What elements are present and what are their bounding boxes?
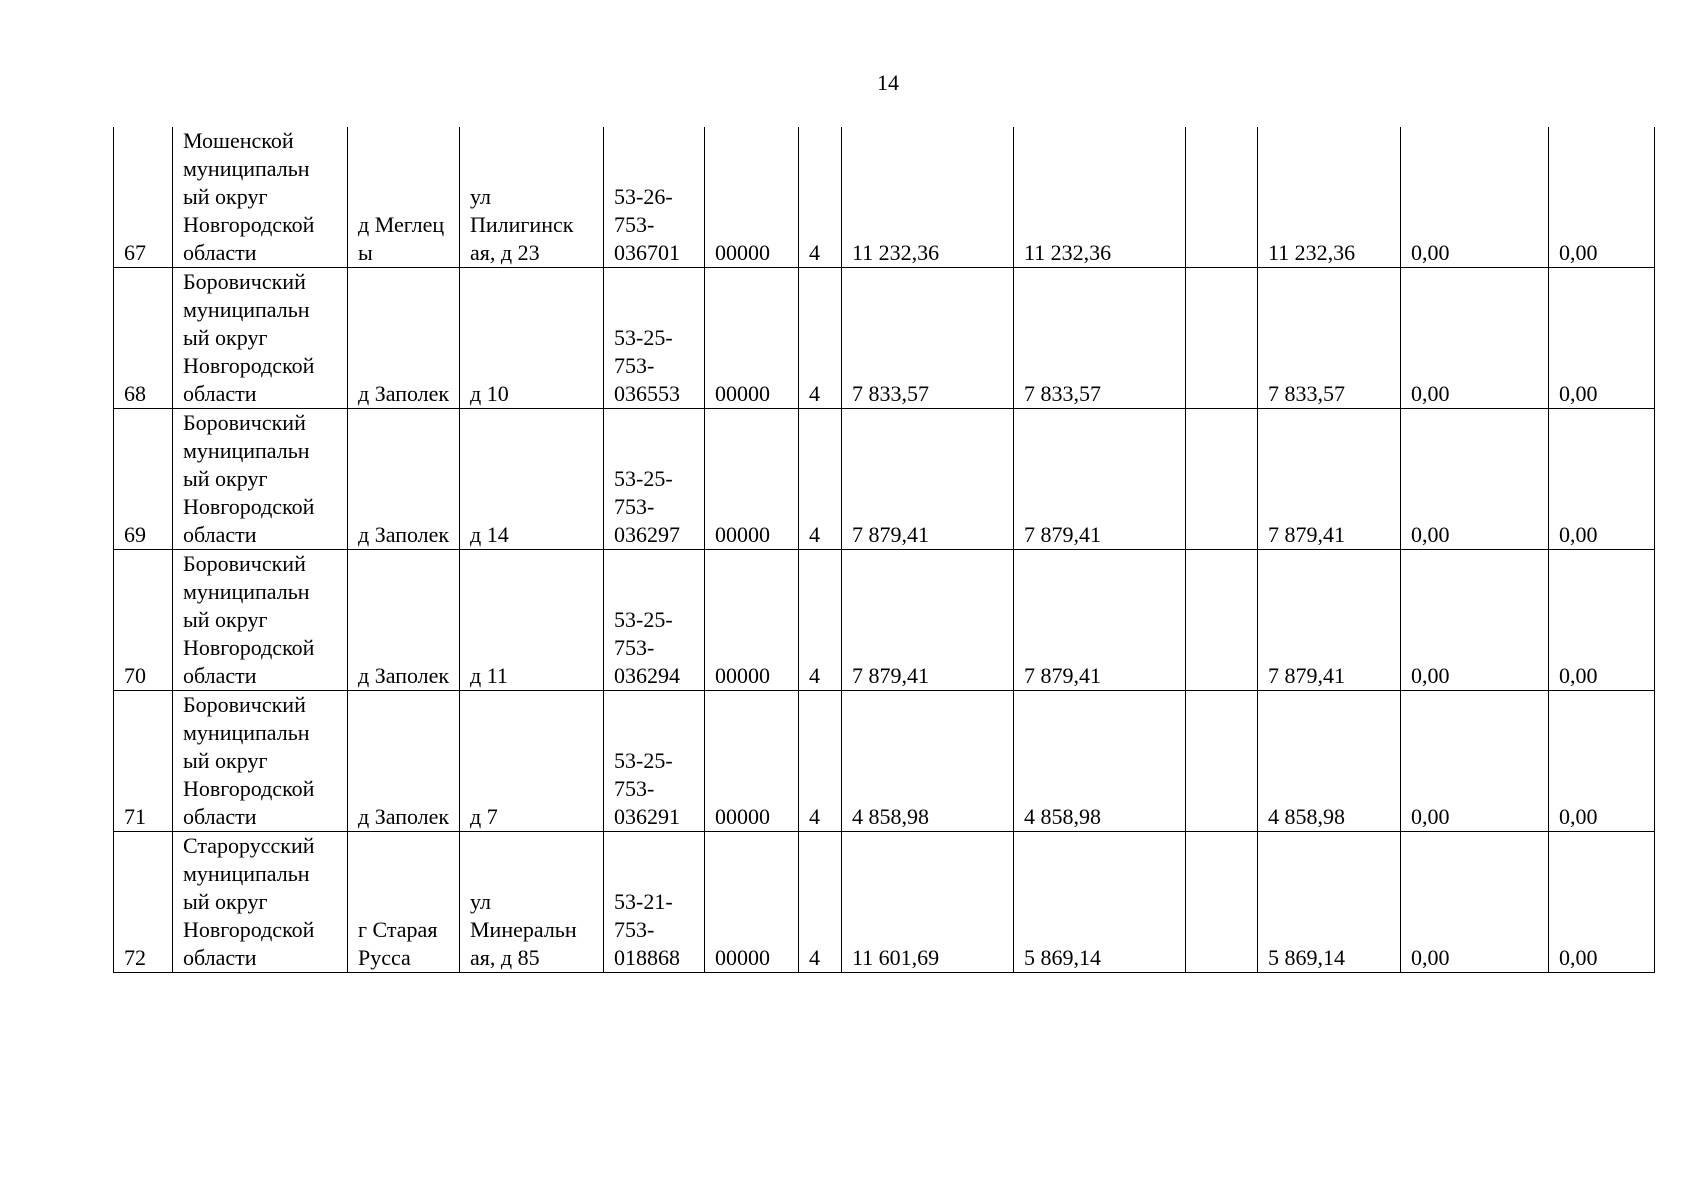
table-row [114, 409, 1655, 550]
value-3-cell [1186, 409, 1258, 550]
district-cell: Боровичский муниципальн ый округ Новгородской области [173, 691, 348, 832]
locality-cell: г Старая Русса [348, 832, 460, 973]
value-3-cell [1186, 832, 1258, 973]
value-4-cell: 7 879,41 [1258, 550, 1401, 691]
zero-code-cell: 00000 [705, 409, 799, 550]
address-cell: д 14 [460, 409, 604, 550]
data-table [113, 127, 1655, 973]
value-5-cell: 0,00 [1401, 832, 1549, 973]
value-5-cell: 0,00 [1401, 409, 1549, 550]
value-6-cell: 0,00 [1549, 127, 1655, 268]
zero-code-cell: 00000 [705, 127, 799, 268]
row-number-cell: 70 [114, 550, 173, 691]
value-6-cell: 0,00 [1549, 832, 1655, 973]
value-2-cell: 7 879,41 [1014, 409, 1186, 550]
district-cell: Мошенской муниципальн ый округ Новгородской области [173, 127, 348, 268]
value-3-cell [1186, 127, 1258, 268]
value-5-cell: 0,00 [1401, 691, 1549, 832]
table-body [114, 127, 1655, 973]
value-5-cell: 0,00 [1401, 127, 1549, 268]
value-1-cell: 4 858,98 [842, 691, 1014, 832]
table-row [114, 127, 1655, 268]
locality-cell: д Меглец ы [348, 127, 460, 268]
district-cell: Боровичский муниципальн ый округ Новгородской области [173, 268, 348, 409]
table-row [114, 550, 1655, 691]
value-4-cell: 5 869,14 [1258, 832, 1401, 973]
value-6-cell: 0,00 [1549, 691, 1655, 832]
zero-code-cell: 00000 [705, 832, 799, 973]
value-5-cell: 0,00 [1401, 550, 1549, 691]
value-2-cell: 4 858,98 [1014, 691, 1186, 832]
code-cell: 53-25- 753- 036291 [604, 691, 705, 832]
value-3-cell [1186, 691, 1258, 832]
district-cell: Боровичский муниципальн ый округ Новгородской области [173, 409, 348, 550]
address-cell: д 7 [460, 691, 604, 832]
type-cell: 4 [799, 268, 842, 409]
locality-cell: д Заполек [348, 409, 460, 550]
zero-code-cell: 00000 [705, 268, 799, 409]
value-6-cell: 0,00 [1549, 409, 1655, 550]
type-cell: 4 [799, 832, 842, 973]
row-number-cell: 71 [114, 691, 173, 832]
locality-cell: д Заполек [348, 550, 460, 691]
value-1-cell: 7 879,41 [842, 550, 1014, 691]
value-1-cell: 7 879,41 [842, 409, 1014, 550]
address-cell: ул Пилигинск ая, д 23 [460, 127, 604, 268]
zero-code-cell: 00000 [705, 550, 799, 691]
value-2-cell: 11 232,36 [1014, 127, 1186, 268]
district-cell: Старорусский муниципальн ый округ Новгородской области [173, 832, 348, 973]
code-cell: 53-26- 753- 036701 [604, 127, 705, 268]
type-cell: 4 [799, 550, 842, 691]
table-row [114, 268, 1655, 409]
value-3-cell [1186, 268, 1258, 409]
district-cell: Боровичский муниципальн ый округ Новгородской области [173, 550, 348, 691]
value-5-cell: 0,00 [1401, 268, 1549, 409]
value-4-cell: 7 879,41 [1258, 409, 1401, 550]
value-6-cell: 0,00 [1549, 268, 1655, 409]
table-row [114, 691, 1655, 832]
row-number-cell: 68 [114, 268, 173, 409]
value-2-cell: 5 869,14 [1014, 832, 1186, 973]
code-cell: 53-25- 753- 036297 [604, 409, 705, 550]
type-cell: 4 [799, 691, 842, 832]
table-row [114, 832, 1655, 973]
address-cell: д 10 [460, 268, 604, 409]
value-1-cell: 7 833,57 [842, 268, 1014, 409]
address-cell: ул Минеральн ая, д 85 [460, 832, 604, 973]
zero-code-cell: 00000 [705, 691, 799, 832]
value-1-cell: 11 601,69 [842, 832, 1014, 973]
value-1-cell: 11 232,36 [842, 127, 1014, 268]
code-cell: 53-25- 753- 036553 [604, 268, 705, 409]
type-cell: 4 [799, 409, 842, 550]
page-number: 14 [877, 70, 899, 95]
value-4-cell: 4 858,98 [1258, 691, 1401, 832]
value-4-cell: 7 833,57 [1258, 268, 1401, 409]
value-4-cell: 11 232,36 [1258, 127, 1401, 268]
address-cell: д 11 [460, 550, 604, 691]
type-cell: 4 [799, 127, 842, 268]
value-3-cell [1186, 550, 1258, 691]
locality-cell: д Заполек [348, 268, 460, 409]
value-6-cell: 0,00 [1549, 550, 1655, 691]
code-cell: 53-21- 753- 018868 [604, 832, 705, 973]
code-cell: 53-25- 753- 036294 [604, 550, 705, 691]
row-number-cell: 67 [114, 127, 173, 268]
locality-cell: д Заполек [348, 691, 460, 832]
value-2-cell: 7 833,57 [1014, 268, 1186, 409]
value-2-cell: 7 879,41 [1014, 550, 1186, 691]
row-number-cell: 72 [114, 832, 173, 973]
row-number-cell: 69 [114, 409, 173, 550]
